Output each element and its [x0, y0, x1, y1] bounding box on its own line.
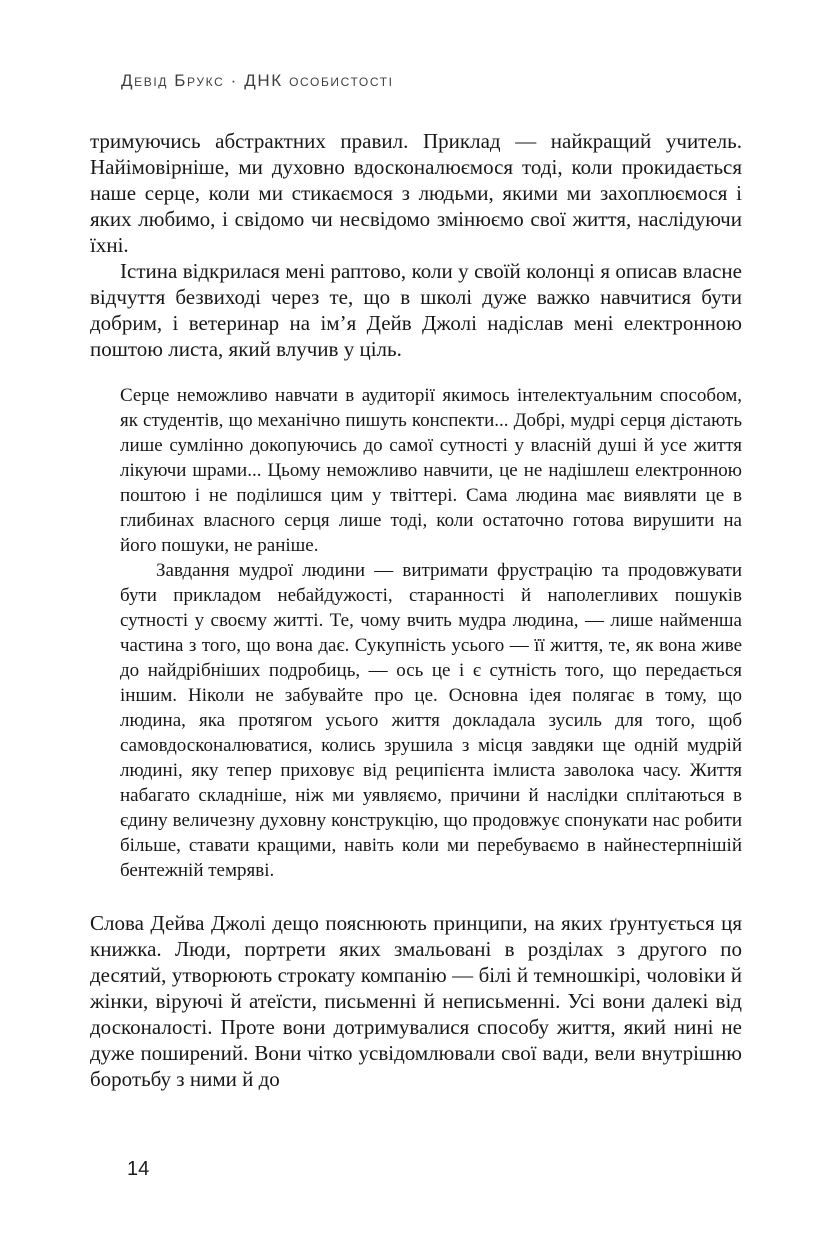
body-paragraph: Істина відкрилася мені раптово, коли у своїй колонці я описав власне відчуття безвиході через те, що в школі дуже важко навчитися бути добрим, і ветеринар на ім’я Дейв Джолі надіслав мені електронною поштою листа, який влучив у ціль.: [90, 259, 742, 361]
page-text-column: [90, 128, 742, 1092]
quote-paragraph: Завдання мудрої людини — витримати фрустрацію та продовжувати бути прикладом небайдужості, старанності й наполегливих пошуків сутності у своєму житті. Те, чому вчить мудра людина, — лише найменша частина з того, що вона дає. Сукупність усього — її життя, те, як вона живе до найдрібніших подробиць, — ось це і є сутність того, що передається іншим. Ніколи не забувайте про це. Основна ідея полягає в тому, що людина, яка протягом усього життя докладала зусиль для того, щоб самовдосконалюватися, колись зрушила з місця завдяки ще одній мудрій людині, яку тепер приховує від реципієнта імлиста заволока часу. Життя набагато складніше, ніж ми уявляємо, причини й наслідки сплітаються в єдину величезну духовну конструкцію, що продовжує спонукати нас робити більше, ставати кращими, навіть коли ми перебуваємо в найнестерпнішій бентежній темряві.: [120, 560, 742, 881]
body-paragraph: Слова Дейва Джолі дещо пояснюють принципи, на яких ґрунтується ця книжка. Люди, портрети яких змальовані в розділах з другого по десятий, утворюють строкату компанію — білі й темношкірі, чоловіки й жінки, віруючі й атеїсти, письменні й неписьменні. Усі вони далекі від досконалості. Проте вони дотримувалися способу життя, який нині не дуже поширений. Вони чітко усвідомлювали свої вади, вели внутрішню боротьбу з ними й до: [90, 911, 742, 1091]
block-quote: [120, 383, 742, 883]
running-header: Девід Брукс · ДНК особистості: [121, 71, 394, 90]
body-paragraph: тримуючись абстрактних правил. Приклад — найкращий учитель. Найімовірніше, ми духовно вдосконалюємося тоді, коли прокидається наше серце, коли ми стикаємося з людьми, якими ми захоплюємося і яких любимо, і свідомо чи несвідомо змінюємо свої життя, наслідуючи їхні.: [90, 129, 742, 257]
quote-paragraph: Серце неможливо навчати в аудиторії якимось інтелектуальним способом, як студентів, що механічно пишуть конспекти... Добрі, мудрі серця дістають лише сумлінно докопуючись до самої сутності у власній душі й усе життя лікуючи шрами... Цьому неможливо навчити, це не надішлеш електронною поштою і не поділишся цим у твіттері. Сама людина має виявляти це в глибинах власного серця лише тоді, коли остаточно готова вирушити на його пошуки, не раніше.: [120, 385, 742, 556]
page-number: 14: [127, 1158, 150, 1180]
